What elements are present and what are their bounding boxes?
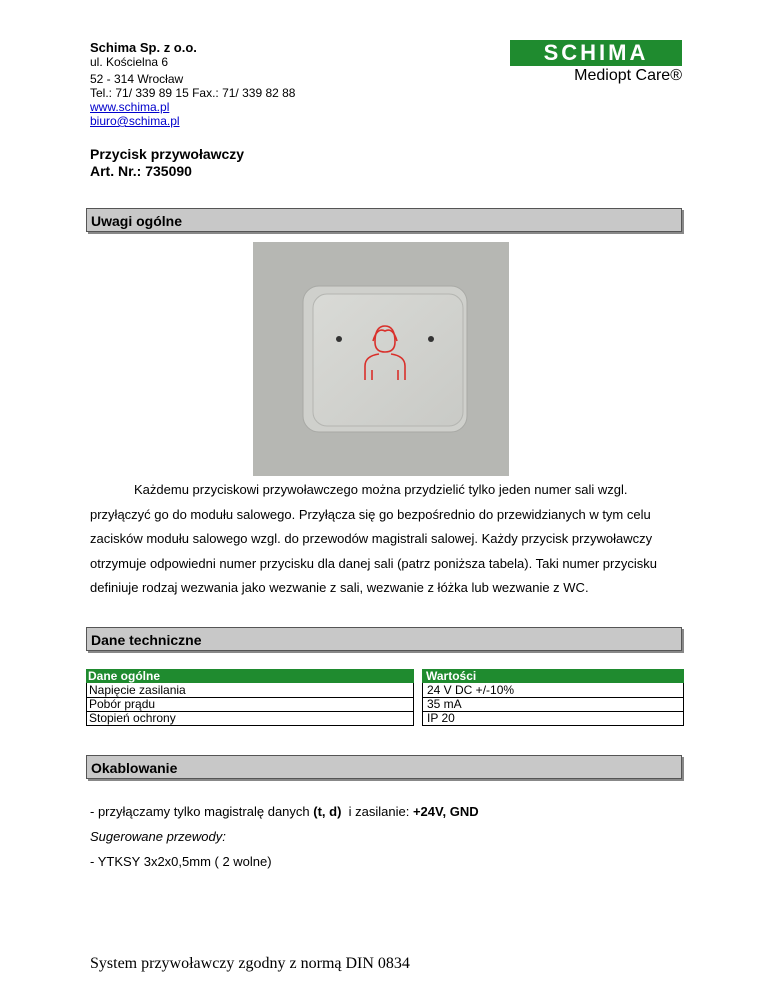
table-cell: Napięcie zasilania <box>86 683 414 698</box>
section-header-general: Uwagi ogólne <box>86 208 682 232</box>
cable-type: - YTKSY 3x2x0,5mm ( 2 wolne) <box>90 854 272 869</box>
table-header-cell: Dane ogólne <box>86 669 414 683</box>
table-cell: 35 mA <box>422 697 684 712</box>
table-cell: IP 20 <box>422 711 684 726</box>
cabling-data-bus: (t, d) <box>313 804 342 819</box>
table-cell: 24 V DC +/-10% <box>422 683 684 698</box>
email-link[interactable]: biuro@schima.pl <box>90 114 180 128</box>
table-header-row <box>86 669 684 683</box>
cabling-power: +24V, GND <box>412 804 479 819</box>
description-text: Każdemu przyciskowi przywoławczego można przydzielić tylko jeden numer sali wzgl. przyłączyć go do modułu salowego. Przyłącza się go bezpośrednio do przewidzianych w tym celu zacisków modułu salowego wzgl. do przewodów magistrali salowej. Każdy przycisk przywoławczy otrzymuje odpowiedni numer przycisku dla danej sali (patrz poniższa tabela). Taki numer przycisku definiuje rodzaj wezwania jako wezwanie z sali, wezwanie z łóżka lub wezwanie z WC. <box>90 482 657 595</box>
company-city: 52 - 314 Wrocław <box>90 72 184 86</box>
call-button-image <box>253 242 509 476</box>
company-name: Schima Sp. z o.o. <box>90 40 197 55</box>
product-photo <box>253 242 509 476</box>
website-link[interactable]: www.schima.pl <box>90 100 170 114</box>
suggested-cables-label: Sugerowane przewody: <box>90 829 226 844</box>
cabling-line <box>90 804 479 819</box>
table-row <box>86 711 684 725</box>
brand-tagline: Mediopt Care® <box>574 67 682 84</box>
company-street: ul. Kościelna 6 <box>90 55 169 69</box>
section-header-cabling: Okablowanie <box>86 755 682 779</box>
company-phone: Tel.: 71/ 339 89 15 Fax.: 71/ 339 82 88 <box>90 86 296 100</box>
section-header-technical: Dane techniczne <box>86 627 682 651</box>
description-paragraph <box>90 478 686 601</box>
product-title <box>90 146 244 180</box>
table-row <box>86 683 684 697</box>
table-cell: Pobór prądu <box>86 697 414 712</box>
cabling-prefix: - przyłączamy tylko magistralę danych <box>90 804 314 819</box>
page-footer: System przywoławczy zgodny z normą DIN 0834 <box>90 955 410 972</box>
table-row <box>86 697 684 711</box>
cabling-mid: i zasilanie: <box>341 804 413 819</box>
brand-logo: SCHIMA <box>510 40 682 66</box>
table-header-cell: Wartości <box>422 669 684 683</box>
product-article: Art. Nr.: 735090 <box>90 163 192 179</box>
table-cell: Stopień ochrony <box>86 711 414 726</box>
tech-table <box>86 669 684 725</box>
product-name: Przycisk przywoławczy <box>90 146 245 162</box>
